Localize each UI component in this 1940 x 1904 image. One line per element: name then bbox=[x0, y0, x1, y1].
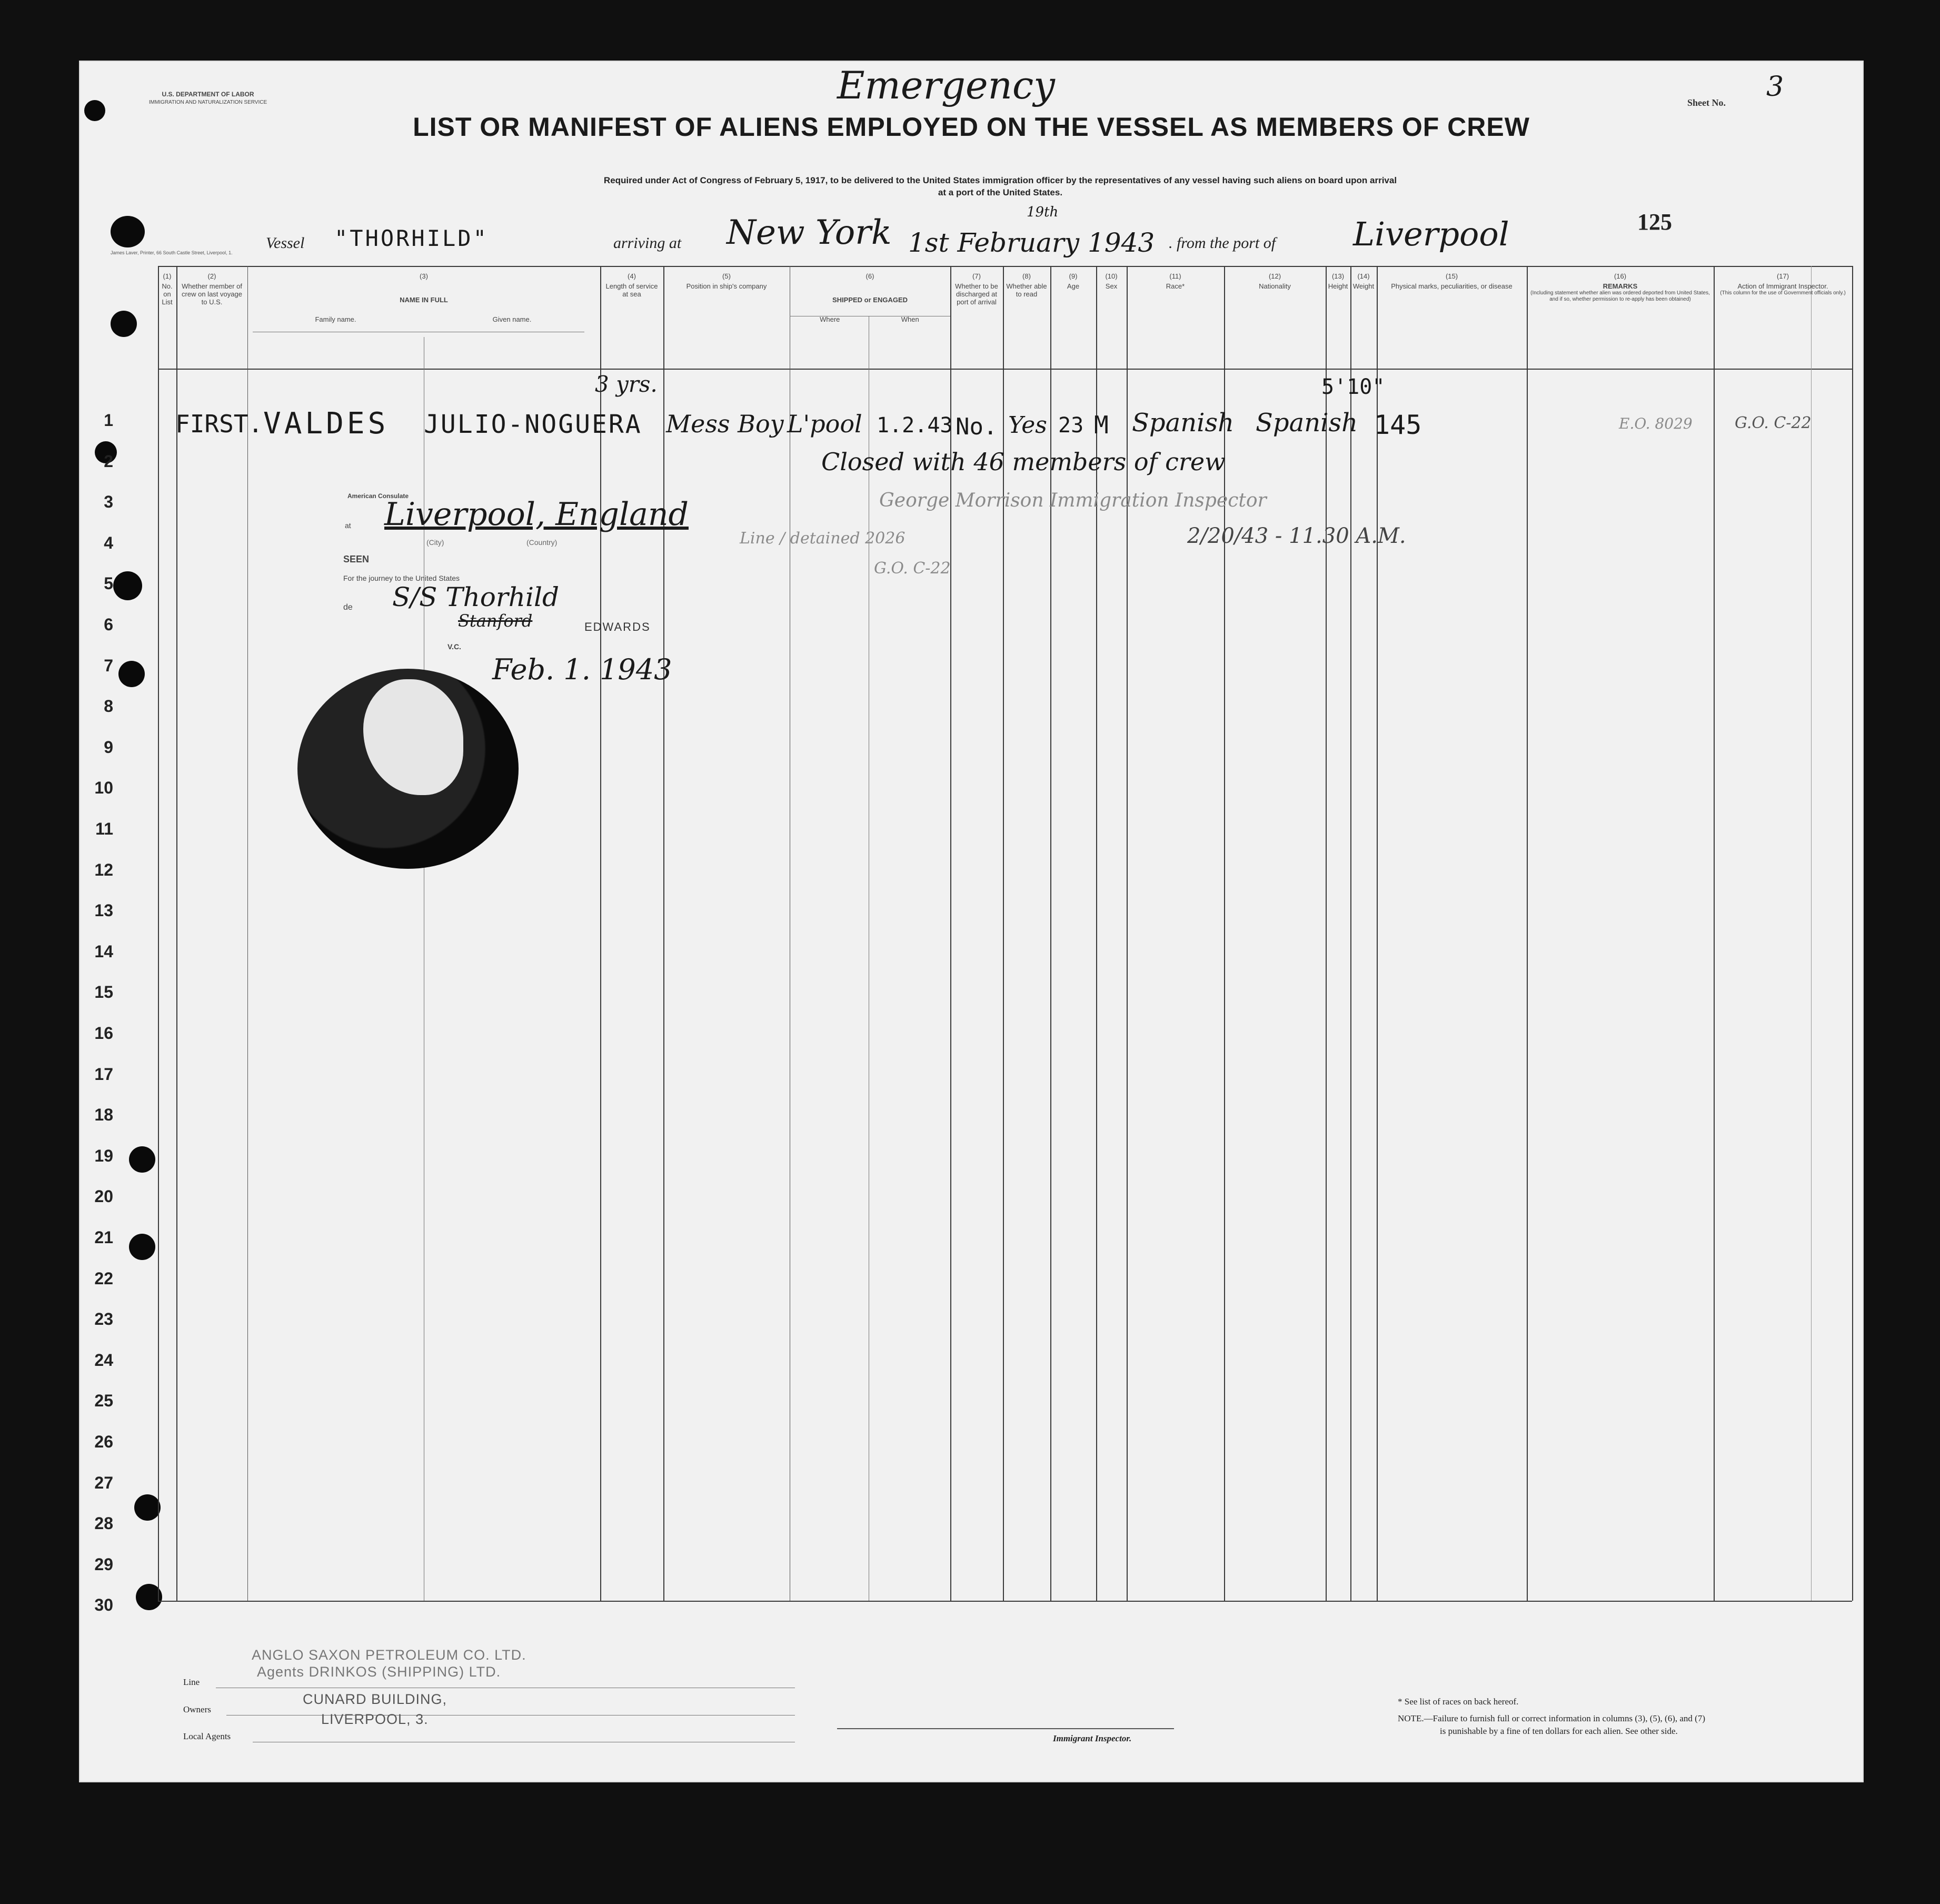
consul-ship: S/S Thorhild bbox=[392, 582, 559, 612]
column-header-10 bbox=[1096, 272, 1127, 290]
detained-go-note: G.O. C-22 bbox=[874, 559, 951, 578]
column-number: (9) bbox=[1069, 272, 1078, 280]
column-rule bbox=[600, 266, 601, 1601]
entry-when: 1.2.43 bbox=[877, 413, 953, 438]
row-number: 22 bbox=[94, 1268, 113, 1288]
row-number: 6 bbox=[104, 615, 113, 634]
punch-hole bbox=[129, 1146, 155, 1173]
row-number: 17 bbox=[94, 1064, 113, 1084]
entry-discharged: No. bbox=[956, 413, 998, 440]
column-label: Height bbox=[1328, 282, 1348, 290]
column-rule bbox=[1852, 266, 1853, 1601]
visa-date: Feb. 1. 1943 bbox=[492, 653, 672, 686]
sheet-number: 3 bbox=[1766, 71, 1784, 103]
row-number: 16 bbox=[94, 1024, 113, 1043]
column-number: (1) bbox=[163, 272, 172, 280]
inspector-signature-rule bbox=[837, 1728, 1174, 1729]
column-header-1 bbox=[158, 272, 176, 306]
line-label: Line bbox=[183, 1677, 200, 1687]
row-number: 2 bbox=[104, 451, 113, 471]
column-rule bbox=[1377, 266, 1378, 1601]
row-number: 7 bbox=[104, 656, 113, 675]
subtitle-line-2: at a port of the United States. bbox=[938, 187, 1063, 197]
column-header-12 bbox=[1224, 272, 1326, 290]
column-number: (16) bbox=[1614, 272, 1627, 280]
column-rule bbox=[247, 266, 248, 1601]
departure-port: Liverpool bbox=[1353, 215, 1509, 253]
column-header-14 bbox=[1350, 272, 1377, 290]
entry-age: 23 bbox=[1058, 413, 1084, 438]
column-header-5 bbox=[663, 272, 790, 290]
table-header-rule bbox=[158, 369, 1852, 370]
agent-stamp-2: Agents DRINKOS (SHIPPING) LTD. bbox=[257, 1664, 501, 1680]
agents-label: Local Agents bbox=[183, 1731, 231, 1741]
consul-at-label: at bbox=[345, 521, 351, 530]
column-number: (4) bbox=[628, 272, 636, 280]
column-number: (12) bbox=[1268, 272, 1281, 280]
column-sublabel: (Including statement whether alien was ordered deported from United States, and if so, whether permission to re-apply has been obtained) bbox=[1530, 290, 1710, 302]
column-header-9 bbox=[1050, 272, 1096, 290]
column-label: NAME IN FULL bbox=[400, 296, 448, 304]
row-number: 8 bbox=[104, 697, 113, 716]
column-sublabel: (This column for the use of Government officials only.) bbox=[1720, 290, 1846, 296]
row-number: 15 bbox=[94, 983, 113, 1002]
column-number: (5) bbox=[722, 272, 731, 280]
entry-read: Yes bbox=[1008, 412, 1047, 439]
row-number: 30 bbox=[94, 1595, 113, 1615]
from-label: . from the port of bbox=[1169, 234, 1276, 252]
row-number: 20 bbox=[94, 1187, 113, 1206]
entry-voyage: FIRST. bbox=[175, 410, 263, 438]
row-number: 10 bbox=[94, 778, 113, 798]
vessel-label: Vessel bbox=[266, 234, 305, 252]
entry-sex: M bbox=[1094, 411, 1109, 439]
column-rule bbox=[176, 266, 177, 1601]
entry-height: 5'10" bbox=[1321, 375, 1385, 399]
column-rule bbox=[1350, 266, 1351, 1601]
row-number: 4 bbox=[104, 533, 113, 552]
column-label: Whether able to read bbox=[1006, 282, 1047, 298]
signer-name: EDWARDS bbox=[584, 620, 651, 633]
row-number: 9 bbox=[104, 737, 113, 757]
row-number: 24 bbox=[94, 1350, 113, 1370]
column-header-3 bbox=[247, 272, 600, 323]
entry-nationality: Spanish bbox=[1256, 408, 1358, 438]
agent-stamp-1: ANGLO SAXON PETROLEUM CO. LTD. bbox=[252, 1647, 526, 1663]
punch-hole bbox=[111, 216, 145, 247]
row-number: 27 bbox=[94, 1473, 113, 1492]
column-label: Physical marks, peculiarities, or disease bbox=[1391, 282, 1513, 290]
column-label: Length of service at sea bbox=[605, 282, 658, 298]
column-number: (8) bbox=[1022, 272, 1031, 280]
by-label: de bbox=[343, 603, 353, 612]
entry-given-name: JULIO-NOGUERA bbox=[424, 410, 642, 439]
column-number: (15) bbox=[1445, 272, 1458, 280]
arrival-day-correction: 19th bbox=[1027, 204, 1059, 220]
column-header-13 bbox=[1326, 272, 1350, 290]
column-label: SHIPPED or ENGAGED bbox=[832, 296, 908, 304]
dept-name: U.S. DEPARTMENT OF LABOR bbox=[162, 91, 254, 98]
column-rule bbox=[158, 266, 159, 1601]
punch-hole bbox=[113, 571, 142, 600]
country-caption: (Country) bbox=[526, 538, 558, 547]
column-header-17 bbox=[1714, 272, 1852, 296]
column-number: (11) bbox=[1169, 272, 1181, 280]
entry-remarks: E.O. 8029 bbox=[1619, 415, 1693, 432]
row-number: 26 bbox=[94, 1432, 113, 1451]
margin-rule bbox=[1811, 266, 1812, 1601]
column-number: (6) bbox=[865, 272, 874, 280]
column-label: Nationality bbox=[1259, 282, 1291, 290]
consul-city: Liverpool, England bbox=[384, 496, 689, 533]
column-label: Whether member of crew on last voyage to U.S. bbox=[182, 282, 242, 306]
page-title: LIST OR MANIFEST OF ALIENS EMPLOYED ON THE VESSEL AS MEMBERS OF CREW bbox=[413, 112, 1530, 142]
arriving-port: New York bbox=[727, 213, 892, 252]
agent-stamp-4: LIVERPOOL, 3. bbox=[321, 1711, 429, 1727]
city-caption: (City) bbox=[426, 538, 444, 547]
bureau-name: IMMIGRATION AND NATURALIZATION SERVICE bbox=[148, 100, 267, 105]
column-header-7 bbox=[950, 272, 1003, 306]
entry-action: G.O. C-22 bbox=[1735, 414, 1812, 432]
column-sublabel-left: Where bbox=[820, 315, 840, 323]
column-label: Weight bbox=[1352, 282, 1375, 290]
column-number: (10) bbox=[1105, 272, 1118, 280]
column-number: (17) bbox=[1776, 272, 1789, 280]
column-number: (7) bbox=[972, 272, 981, 280]
column-label: No. on List bbox=[162, 282, 173, 306]
column-label: Sex bbox=[1105, 282, 1118, 290]
row-number: 21 bbox=[94, 1228, 113, 1247]
note-fine: is punishable by a fine of ten dollars for each alien. See other side. bbox=[1440, 1726, 1678, 1736]
column-header-2 bbox=[176, 272, 247, 306]
inspector-note: George Morrison Immigration Inspector bbox=[879, 490, 1267, 511]
row-number: 13 bbox=[94, 901, 113, 920]
inspector-label: Immigrant Inspector. bbox=[1053, 1733, 1132, 1743]
vice-consul-label: V.C. bbox=[447, 642, 461, 651]
column-sublabel-right: When bbox=[901, 315, 919, 323]
consulate-label: American Consulate bbox=[347, 492, 409, 500]
journey-label: For the journey to the United States bbox=[343, 574, 460, 582]
column-header-8 bbox=[1003, 272, 1050, 298]
column-label: Whether to be discharged at port of arrival bbox=[955, 282, 998, 306]
column-label: REMARKS bbox=[1603, 282, 1638, 290]
column-sublabel-right: Given name. bbox=[492, 315, 532, 323]
subtitle-line-1: Required under Act of Congress of February 5, 1917, to be delivered to the United States immigration officer by the representatives of any vessel having such aliens on board upon arrival bbox=[603, 175, 1397, 185]
column-number: (14) bbox=[1357, 272, 1370, 280]
row-number: 11 bbox=[95, 819, 113, 838]
entry-weight: 145 bbox=[1374, 410, 1422, 440]
column-number: (3) bbox=[420, 272, 428, 280]
column-rule bbox=[1326, 266, 1327, 1601]
dept-header bbox=[140, 91, 276, 106]
row-number: 28 bbox=[94, 1514, 113, 1533]
row-number: 18 bbox=[94, 1105, 113, 1125]
column-header-6 bbox=[790, 272, 950, 323]
entry-position: Mess Boy bbox=[666, 410, 784, 438]
row-number: 29 bbox=[94, 1554, 113, 1574]
signer-prefix: Stanford bbox=[458, 611, 533, 631]
row-number: 14 bbox=[94, 941, 113, 961]
column-label: Age bbox=[1067, 282, 1080, 290]
column-label: Position in ship's company bbox=[686, 282, 767, 290]
arrival-date: 1st February 1943 bbox=[908, 227, 1155, 258]
row-number: 19 bbox=[94, 1146, 113, 1165]
entry-where: L'pool bbox=[787, 410, 862, 438]
note-failure: NOTE.—Failure to furnish full or correct information in columns (3), (5), (6), and (7) bbox=[1398, 1713, 1705, 1723]
column-label: Race* bbox=[1166, 282, 1185, 290]
inspector-time: 2/20/43 - 11.30 A.M. bbox=[1187, 524, 1406, 548]
closed-note: Closed with 46 members of crew bbox=[821, 448, 1226, 476]
table-bottom-rule bbox=[158, 1601, 1852, 1602]
column-header-11 bbox=[1127, 272, 1224, 290]
detained-note: Line / detained 2026 bbox=[740, 529, 906, 548]
column-rule bbox=[663, 266, 664, 1601]
column-number: (2) bbox=[207, 272, 216, 280]
page-number: 125 bbox=[1637, 209, 1672, 235]
printer-imprint: James Laver, Printer, 66 South Castle Street, Liverpool, 1. bbox=[111, 250, 233, 255]
row-number: 3 bbox=[104, 492, 113, 512]
row-number: 5 bbox=[104, 574, 113, 593]
table-top-rule bbox=[158, 266, 1852, 267]
punch-hole bbox=[111, 311, 137, 337]
entry-service: 3 yrs. bbox=[595, 371, 658, 397]
seen-label: SEEN bbox=[343, 554, 370, 564]
column-header-4 bbox=[600, 272, 663, 298]
column-header-15 bbox=[1377, 272, 1527, 290]
entry-family-name: VALDES bbox=[263, 406, 389, 441]
vessel-name: "THORHILD" bbox=[334, 225, 489, 251]
row-number: 12 bbox=[94, 860, 113, 879]
owners-label: Owners bbox=[183, 1704, 211, 1714]
punch-hole bbox=[129, 1234, 155, 1260]
entry-race: Spanish bbox=[1132, 408, 1235, 438]
punch-hole bbox=[118, 661, 145, 687]
emergency-note: Emergency bbox=[837, 63, 1055, 107]
row-number: 23 bbox=[94, 1310, 113, 1329]
row-number: 1 bbox=[104, 411, 113, 430]
column-sublabel-left: Family name. bbox=[315, 315, 356, 323]
column-header-16 bbox=[1527, 272, 1714, 303]
punch-hole bbox=[134, 1494, 161, 1521]
arriving-label: arriving at bbox=[613, 234, 682, 252]
sheet-label: Sheet No. bbox=[1687, 97, 1726, 108]
column-rule bbox=[1527, 266, 1528, 1601]
column-label: Action of Immigrant Inspector. bbox=[1737, 282, 1828, 290]
row-number: 25 bbox=[94, 1391, 113, 1411]
agent-stamp-3: CUNARD BUILDING, bbox=[303, 1691, 447, 1707]
column-number: (13) bbox=[1331, 272, 1345, 280]
column-rule bbox=[1714, 266, 1715, 1601]
note-races: * See list of races on back hereof. bbox=[1398, 1697, 1519, 1707]
